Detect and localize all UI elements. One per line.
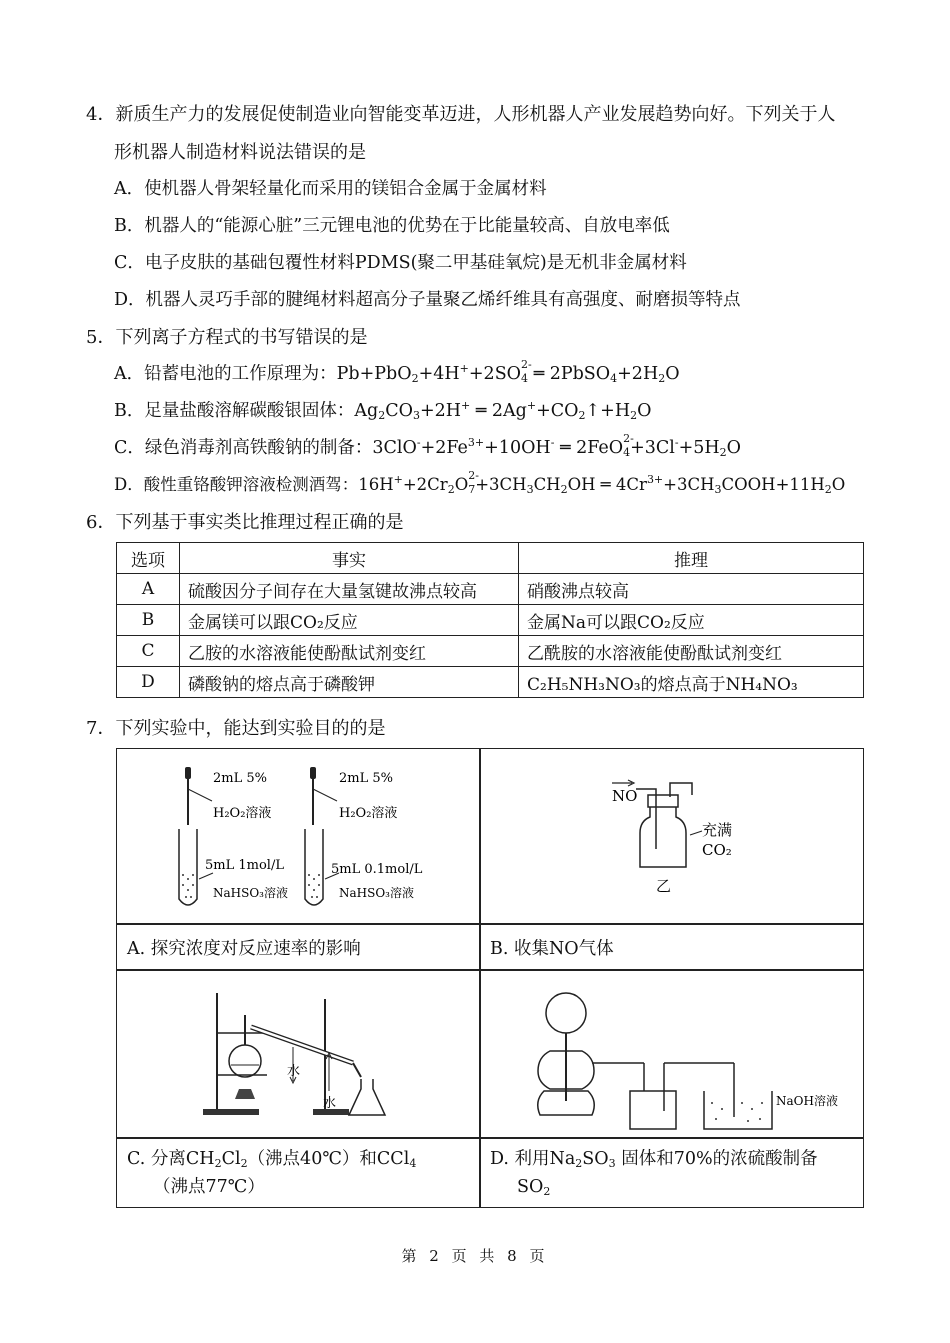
naoh-label: NaOH溶液	[776, 1094, 838, 1108]
q5-option-a-label: A．铅蓄电池的工作原理为：	[114, 364, 337, 384]
q5-option-b-label: B．足量盐酸溶解碳酸银固体：	[114, 401, 355, 421]
header-option: 选项	[117, 543, 180, 574]
water-out-label: 水	[287, 1064, 301, 1079]
experiment-a-figure	[117, 749, 479, 923]
q5-option-a	[114, 360, 680, 385]
row-option: A	[117, 574, 180, 605]
table-row	[117, 574, 864, 605]
q5-option-b	[114, 397, 651, 422]
experiment-c-caption: C. 分离$CH_2Cl_2$（沸点40℃）和CCl$_4$	[127, 1149, 417, 1170]
experiment-b-caption: B. 收集NO气体	[490, 939, 614, 959]
experiment-b-figure	[480, 749, 863, 923]
table-header-row	[117, 543, 864, 574]
page-footer: 第 2 页 共 8 页	[401, 1247, 549, 1265]
tube1-vol: 5mL 1mol/L	[205, 858, 284, 873]
tube2-vol: 5mL 0.1mol/L	[331, 862, 423, 877]
experiment-c-caption-line2: （沸点77℃）	[153, 1177, 265, 1197]
q5-option-c-equation: $3ClO^-+2Fe^{3+}+10OH^-$ ═ 2FeO $_{2- 4}+3Cl^-+5H_2O$	[372, 432, 742, 459]
experiment-d-caption: D. 利用$Na_2SO_3$ 固体和70%的浓硫酸制备	[490, 1149, 818, 1170]
row-fact: 金属镁可以跟CO₂反应	[180, 605, 519, 636]
row-inference: 硝酸沸点较高	[519, 574, 864, 605]
row-option: B	[117, 605, 180, 636]
q6-title: 6．下列基于事实类比推理过程正确的是	[86, 512, 404, 533]
experiment-c-caption-prefix: C. 分离	[127, 1149, 186, 1169]
gas-in-label: NO	[612, 787, 638, 805]
q4-option-c: C．电子皮肤的基础包覆性材料PDMS(聚二甲基硅氧烷)是无机非金属材料	[114, 253, 687, 273]
q5-option-d	[114, 471, 845, 496]
row-option: C	[117, 636, 180, 667]
q7-title: 7．下列实验中，能达到实验目的的是	[86, 718, 386, 739]
header-fact: 事实	[180, 543, 519, 574]
bottle-label: 乙	[656, 877, 672, 895]
row-inference: 乙酰胺的水溶液能使酚酞试剂变红	[519, 636, 864, 667]
q4-title-line2: 形机器人制造材料说法错误的是	[114, 142, 366, 163]
q5-option-b-equation: $Ag_2CO_3+2H^+$ ═ $2Ag^++CO_2↑+H_2O$	[354, 399, 652, 422]
table-row	[117, 636, 864, 667]
row-fact: 硫酸因分子间存在大量氢键故沸点较高	[180, 574, 519, 605]
experiment-d-caption-line2: $SO_2$	[517, 1177, 551, 1198]
fill-label-1: 充满	[702, 821, 733, 839]
row-fact: 磷酸钠的熔点高于磷酸钾	[180, 667, 519, 698]
q4-title-line1: 4．新质生产力的发展促使制造业向智能变革迈进，人形机器人产业发展趋势向好。下列关于人	[86, 104, 836, 125]
tube2-soln: NaHSO₃溶液	[339, 886, 414, 900]
q7-experiment-grid	[116, 748, 864, 1208]
experiment-c-caption-mid: （沸点40℃）和	[247, 1149, 377, 1169]
experiment-d-caption-prefix: D. 利用	[490, 1149, 550, 1169]
q5-option-a-equation: Pb+PbO$_2$+4H++2SO $_{2- 4}$ ═ $2PbSO_4+2H_2O$	[336, 358, 680, 385]
drop-vol-right: 2mL 5%	[339, 771, 393, 786]
row-option: D	[117, 667, 180, 698]
row-inference: C₂H₅NH₃NO₃的熔点高于NH₄NO₃	[519, 667, 864, 698]
drop-soln-right: H₂O₂溶液	[339, 806, 398, 821]
tube1-soln: NaHSO₃溶液	[213, 886, 288, 900]
q5-option-c-label: C．绿色消毒剂高铁酸钠的制备：	[114, 438, 373, 458]
row-inference: 金属Na可以跟CO₂反应	[519, 605, 864, 636]
table-row	[117, 605, 864, 636]
q6-table	[116, 542, 864, 698]
q4-option-d: D．机器人灵巧手部的腱绳材料超高分子量聚乙烯纤维具有高强度、耐磨损等特点	[114, 290, 741, 310]
experiment-d-caption-mid: 固体和70%的浓硫酸制备	[621, 1149, 818, 1169]
drop-vol-left: 2mL 5%	[213, 771, 267, 786]
q5-title: 5．下列离子方程式的书写错误的是	[86, 327, 368, 348]
experiment-c-figure	[117, 971, 479, 1137]
row-fact: 乙胺的水溶液能使酚酞试剂变红	[180, 636, 519, 667]
table-row	[117, 667, 864, 698]
experiment-a-caption: A. 探究浓度对反应速率的影响	[127, 939, 361, 959]
water-in-label: 水	[323, 1096, 337, 1111]
q4-option-a: A．使机器人骨架轻量化而采用的镁铝合金属于金属材料	[114, 179, 547, 199]
q5-option-d-label: D．酸性重铬酸钾溶液检测酒驾：	[114, 475, 359, 494]
fill-label-2: CO₂	[702, 841, 732, 859]
q5-option-d-equation: $16H^++2Cr_2O$ $_{2- 7}+3CH_3CH_2OH$ ═ $4Cr^{3+}+3CH_3COOH+11H_2O$	[358, 469, 846, 496]
q5-option-c	[114, 434, 741, 459]
q4-option-b: B．机器人的“能源心脏”三元锂电池的优势在于比能量较高、自放电率低	[114, 216, 670, 236]
experiment-d-figure	[480, 971, 863, 1137]
header-inference: 推理	[519, 543, 864, 574]
drop-soln-left: H₂O₂溶液	[213, 806, 272, 821]
